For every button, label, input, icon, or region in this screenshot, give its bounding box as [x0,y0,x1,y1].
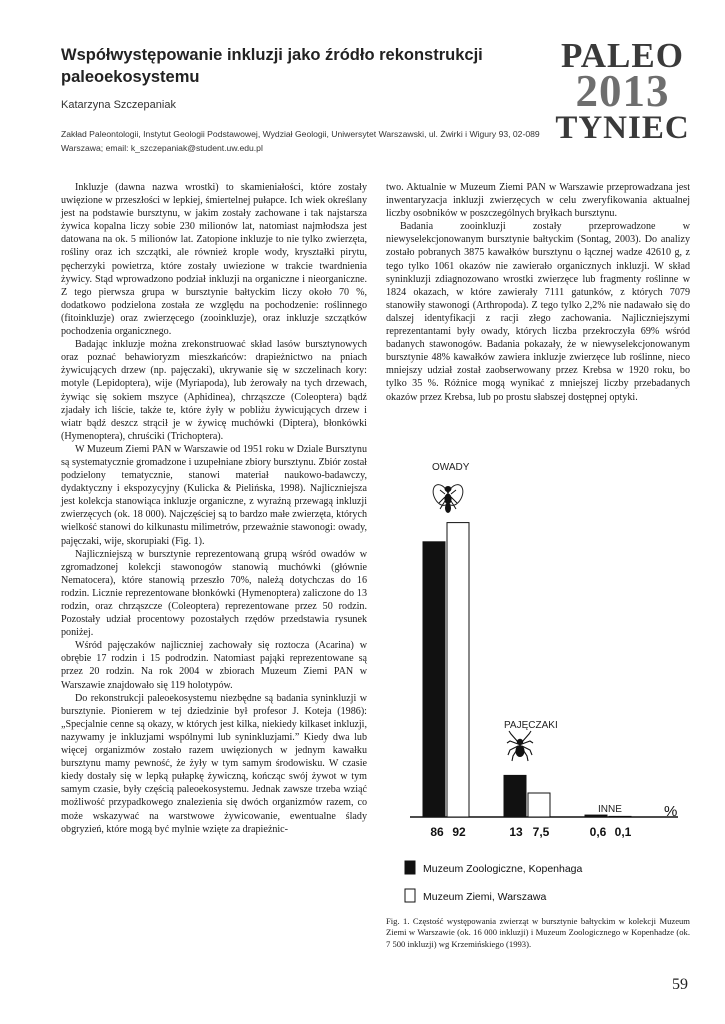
author-name: Katarzyna Szczepaniak [61,99,176,111]
body-column-right [386,181,690,404]
body-column-left [61,181,367,836]
bar [504,775,526,817]
value-label: 13 [509,825,523,839]
legend-swatch [405,861,415,874]
paragraph: Badając inkluzje można zrekonstruować skład lasów bursztynowych oraz poznać behawioryzm mieszkańców: drapieżnictwo na pniach żywicujących drzew (np. pajęczaki), ukrywanie się w szczelinach kory: motyle (Lepidoptera), wije (Myriapoda), lub żerowały na tych drzewach, żywiąc się sokiem mszyce (Aphidinea), chrząszcze (Coleoptera) bądź zjadały ich liście, także te, które żyły w pobliżu żywicujących drzew i wiatr bądź deszcz strącił je w żywicę muchówki (Diptera), błonkówki (Hymenoptera), chruściki (Trichoptera). [61,339,367,442]
logo-paleo-text: PALEO [561,36,684,75]
spider-icon [507,731,533,761]
logo-year-text: 2013 [575,66,670,116]
value-label: 86 [430,825,444,839]
author-affiliation: Zakład Paleontologii, Instytut Geologii Podstawowej, Wydział Geologii, Uniwersytet Warszawski, ul. Żwirki i Wigury 93, 02-089 Warszawa; email: k_szczepaniak@student.uw.edu.pl [61,129,540,153]
bar [609,816,631,817]
category-label: OWADY [432,462,470,473]
paragraph: Do rekonstrukcji paleoekosystemu niezbędne są badania syninkluzji w bursztynie. Pionierem w tej dziedzinie był profesor J. Koteja (1986): „Specjalnie cenne są okazy, w których jest kilka, niekiedy kilkaset inkluzji, nazywamy je inkluzjami wspólnymi lub syninkluzjami.” Kiedy dwa lub więcej organizmów zostało razem uwięzionych w jednym kawałku bursztynu mamy pewność, że żyły w tym samym środowisku. W czasie kiedy dostały się w lepką pułapkę żywiczną, kończąc swój żywot w tym samym czasie, były częścią paleoekosystemu. Jednak zawsze trzeba wziąć możliwość przypadkowego znalezienia się dwóch organizmów razem, co może wskazywać na warstwowe żywicowanie, ewentualne ślady obgryzień, które mogą być mylnie wzięte za drapieżnic- [61,692,367,835]
paragraph: Inkluzje (dawna nazwa wrostki) to skamieniałości, które zostały uwięzione w przeszłości w lepkiej, śmiertelnej pułapce. Ich wiek określany jest na podstawie bursztynu, w jakim zostały zachowane i tak najstarsza żywica kopalna liczy sobie 230 milionów lat, natomiast najmłodsza jest datowana na ok. 5 milionów lat. Zatopione inkluzje to nie tylko zwierzęta, rośliny oraz ich szczątki, ale również krople wody, kryształki pirytu, pęcherzyki powietrza, które zostały uwiezione w trakcie twardnienia żywicy. Stąd wprowadzono podział inkluzji na organiczne i nieorganiczne. Z tego pierwsza grupa w bursztynie bałtyckim liczy około 70 %, dodatkowo podzielona została ze względu na pochodzenie: roślinnego (fitoinkluzje) oraz zwierzęcego (zooinkluzje), oraz inkluzje szczątków pochodzenia organicznego. [61,182,367,338]
bar [585,815,607,817]
logo-tyniec-text: TYNIEC [555,110,690,146]
paragraph: Wśród pajęczaków najliczniej zachowały się roztocza (Acarina) w obrębie 17 rodzin i 15 podrodzin. Natomiast pająki reprezentowane są przez 20 rodzin. Na rok 2004 w zbiorach Muzeum Ziemi PAN w Warszawie znajdowało się 119 holotypów. [61,640,367,691]
legend-swatch [405,889,415,902]
category-label: INNE [598,804,622,815]
paragraph: Najliczniejszą w bursztynie reprezentowaną grupą wśród owadów w zgromadzonej kolekcji stawonogów stanowią muchówki (głównie Nematocera), które stanowią przeszło 70%, należą dotychczas do 16 rodzin. Licznie reprezentowane błonkówki (Hymenoptera) zaliczone do 13 rodzin, oraz chrząszcze (Coleoptera) reprezentowane przez 50 rodzin. Pozostały udział procentowy pozostałych rzędów przedstawia rysunek poniżej. [61,548,367,639]
paragraph: W Muzeum Ziemi PAN w Warszawie od 1951 roku w Dziale Bursztynu są systematycznie gromadzone i uzupełniane zbiory bursztynu. Zbiór został podzielony tematycznie, stanowi materiał naukowo-badawczy, dydaktyczny i ekspozycyjny (Kulicka & Pielińska, 1998). Najliczniejsza jest kolekcja stanowiąca inkluzje organiczne, z wyraźną przewagą inkluzji zwierzęcych (ok. 18 000). Najczęściej są to bardzo małe zwierzęta, których wielkość stanowi do kilkunastu milimetrów, przeważnie stawonogi: owady, pajęczaki, wije, skorupiaki (Fig. 1). [61,443,367,547]
legend-label: Muzeum Ziemi, Warszawa [423,891,547,903]
value-label: 92 [452,825,466,839]
paragraph: two. Aktualnie w Muzeum Ziemi PAN w Warszawie przeprowadzana jest inwentaryzacja inkluzji zwierzęcych w celu zweryfikowania aktualnej liczby osobników w poszczególnych bryłkach bursztynu. [386,182,690,220]
value-label: 0,1 [614,825,632,839]
bar [423,542,445,817]
y-axis-unit-label: % [664,803,678,820]
figure-bar-chart [386,455,690,907]
fly-icon [430,482,466,513]
category-label: PAJĘCZAKI [504,720,558,731]
legend-label: Muzeum Zoologiczne, Kopenhaga [423,863,583,875]
paragraph: Badania zooinkluzji zostały przeprowadzone w niewyselekcjonowanym bursztynie bałtyckim (Sontag, 2003). Do analizy zostało pobranych 3875 kawałków bursztynu o łącznej wadze 42610 g, z tego tylko 1061 okazów nie zawierało organicznych inkluzji. W skład syninkluzji zdiagnozowano wrostki zwierzęce lub fragmenty roślinne w 1824 okazach, w które zawierały 7111 gatunków, z których 7079 stanowiły stawonogi (Arthropoda). Z tego tylko 2,2% nie nadawało się do dalszej identyfikacji z racji złego zachowania. Najliczniejszymi reprezentantami były owady, których liczba przekroczyła 69% wśród badanych stawonogów. Badania pokazały, że w niewyselekcjonowanym bursztynie 48% kawałków zawiera inkluzje zwierzęce lub roślinne, nieco mniejszy udział został zaobserwowany przez Krebsa w 1920 roku, bo tylko 35 %. Różnice mogą wynikać z mniejszej liczby przebadanych okazów przez Krebsa, lub po prostu słabszej dostępnej optyki. [386,221,690,403]
value-label: 7,5 [532,825,550,839]
page-number: 59 [672,976,688,993]
bar [447,523,469,817]
paleo-2013-logo [555,38,690,148]
figure-caption: Fig. 1. Częstość występowania zwierząt w bursztynie bałtyckim w kolekcji Muzeum Ziemi w Warszawie (ok. 16 000 inkluzji) i Muzeum Zoologicznego w Kopenhadze (ok. 7 500 inkluzji) wg Krzemińskiego (1993). [386,916,690,949]
bar [528,793,550,817]
value-label: 0,6 [589,825,607,839]
article-title: Współwystępowanie inkluzji jako źródło rekonstrukcji paleoekosystemu [61,46,483,86]
